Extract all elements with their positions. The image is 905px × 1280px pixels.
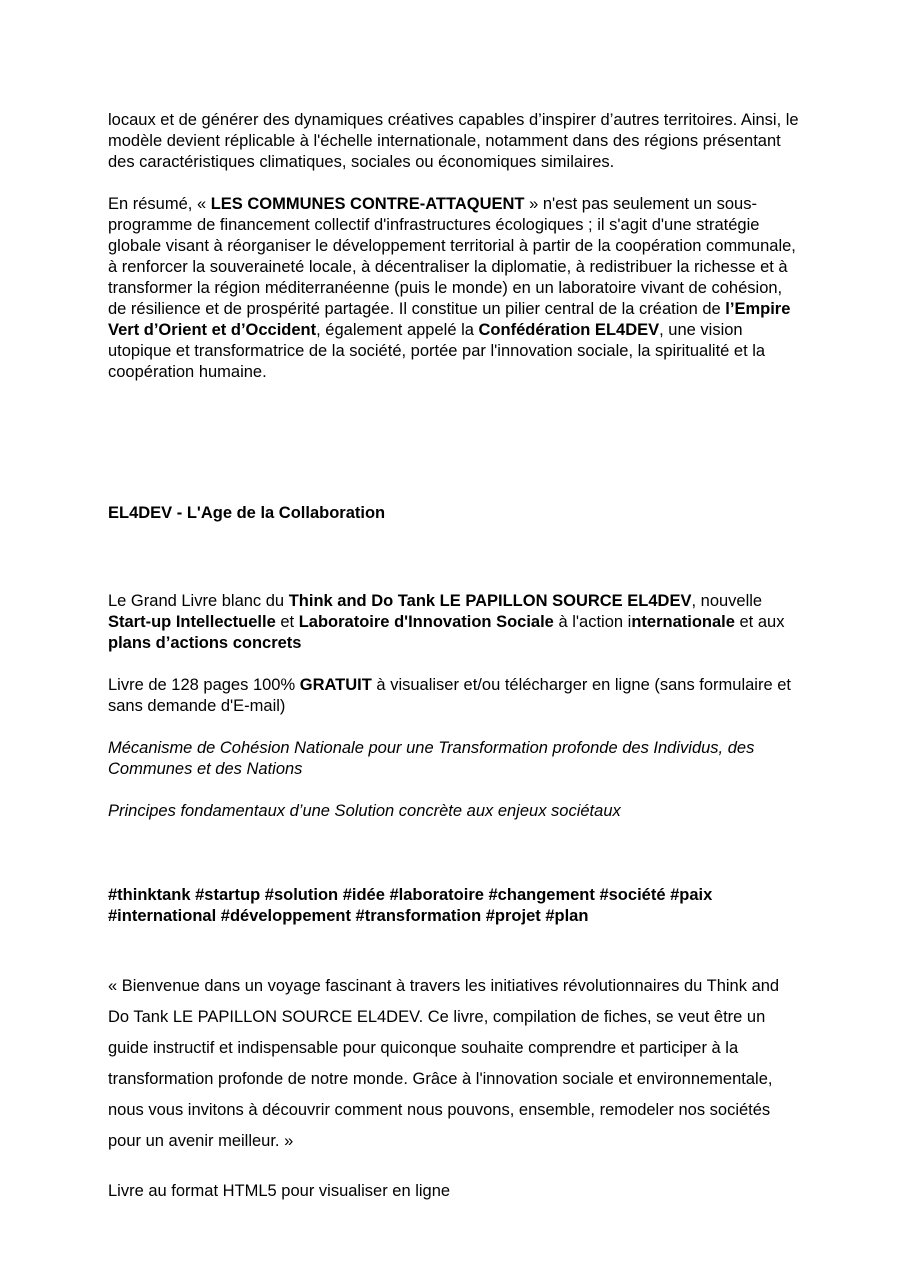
text-run: Think and Do Tank LE PAPILLON SOURCE EL4DEV: [288, 592, 692, 610]
text-run: nternationale: [631, 613, 735, 631]
text-run: plans d’actions concrets: [108, 634, 302, 652]
text-run: et aux: [734, 613, 785, 631]
quote-text: « Bienvenue dans un voyage fascinant à travers les initiatives révolutionnaires du Think and Do Tank LE PAPILLON SOURCE EL4DEV. Ce livre, compilation de fiches, se veut être un guide instructif et indispensable pour quiconque souhaite comprendre et participer à la transformation profonde de notre monde. Grâce à l'innovation sociale et environnementale, nous vous invitons à découvrir comment nous pouvons, ensemble, remodeler nos sociétés pour un avenir meilleur. »: [108, 977, 780, 1150]
text-run: à l'action i: [553, 613, 632, 631]
paragraph-book-intro: [108, 591, 800, 654]
text-run: l’Empire Vert d’Orient et d’Occident: [108, 300, 791, 339]
heading-text: EL4DEV - L'Age de la Collaboration: [108, 504, 386, 522]
section-heading: [108, 503, 800, 524]
text-run: » n'est pas seulement un sous-programme de financement collectif d'infrastructures écologiques ; il s'agit d'une stratégie globale visant à réorganiser le développement territorial à partir de la coopération communale, à renforcer la souveraineté locale, à décentraliser la diplomatie, à redistribuer la richesse et à transformer la région méditerranéenne (puis le monde) en un laboratoire vivant de cohésion, de résilience et de prospérité partagée. Il constitue un pilier central de la création de: [108, 195, 796, 318]
text-run: Laboratoire d'Innovation Sociale: [298, 613, 554, 631]
text-run: LES COMMUNES CONTRE-ATTAQUENT: [210, 195, 525, 213]
hashtags-text: #thinktank #startup #solution #idée #laboratoire #changement #société #paix #international #développement #transformation #projet #plan: [108, 886, 713, 925]
paragraph-mechanism: [108, 738, 800, 780]
paragraph-free-book: [108, 675, 800, 717]
text-run: locaux et de générer des dynamiques créatives capables d’inspirer d’autres territoires. Ainsi, le modèle devient réplicable à l'échelle internationale, notamment dans des régions présentant des caractéristiques climatiques, sociales ou économiques similaires.: [108, 111, 799, 171]
paragraph-summary: [108, 194, 800, 383]
text-run: Start-up Intellectuelle: [108, 613, 276, 631]
paragraph-intro: [108, 110, 800, 173]
text-run: Principes fondamentaux d’une Solution concrète aux enjeux sociétaux: [108, 802, 621, 820]
text-run: Le Grand Livre blanc du: [108, 592, 289, 610]
paragraph-principles: [108, 801, 800, 822]
text-run: GRATUIT: [299, 676, 372, 694]
text-run: à visualiser et/ou télécharger en ligne (sans formulaire et sans demande d'E-mail): [108, 676, 791, 715]
paragraph-html5-link: [108, 1181, 800, 1202]
text-run: , nouvelle: [691, 592, 763, 610]
text-run: Mécanisme de Cohésion Nationale pour une Transformation profonde des Individus, des Communes et des Nations: [108, 739, 755, 778]
text-run: Livre au format HTML5 pour visualiser en ligne: [108, 1182, 451, 1200]
text-run: , également appelé la: [316, 321, 479, 339]
text-run: et: [275, 613, 299, 631]
paragraph-hashtags: [108, 885, 800, 927]
text-run: En résumé, «: [108, 195, 211, 213]
text-run: Livre de 128 pages 100%: [108, 676, 300, 694]
text-run: , une vision utopique et transformatrice de la société, portée par l'innovation sociale, la spiritualité et la coopération humaine.: [108, 321, 766, 381]
paragraph-quote: [108, 971, 800, 1157]
text-run: Confédération EL4DEV: [478, 321, 660, 339]
